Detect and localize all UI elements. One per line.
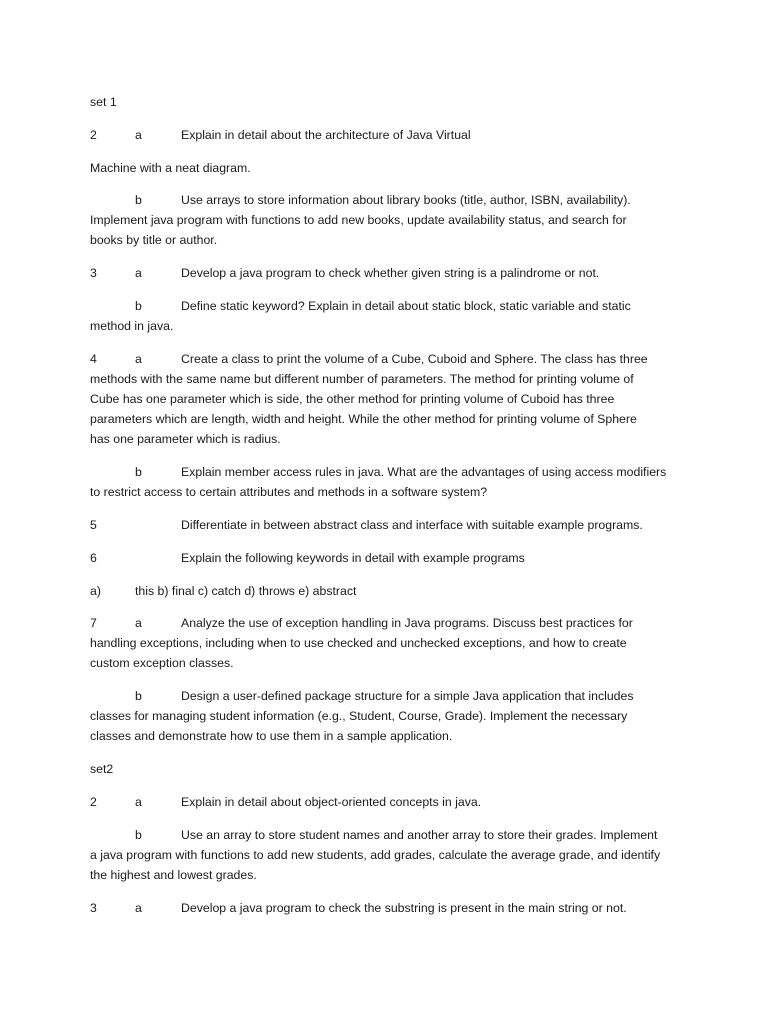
q7b-text-line2: classes for managing student information (e.g., Student, Course, Grade). Implement the necessary <box>90 709 628 723</box>
q3b-text-line2: method in java. <box>90 319 174 333</box>
q2b-text-line3: books by title or author. <box>90 233 218 247</box>
q4b-text-line2: to restrict access to certain attributes and methods in a software system? <box>90 485 488 499</box>
q4a-text-line5: has one parameter which is radius. <box>90 432 281 446</box>
set2-q2b-text-line3: the highest and lowest grades. <box>90 868 257 882</box>
q4a-text-line4: parameters which are length, width and height. While the other method for printing volume of Sphere <box>90 412 637 426</box>
q2a-letter: a <box>135 128 142 142</box>
q7b-letter: b <box>135 689 142 703</box>
q5-text-line1: Differentiate in between abstract class and interface with suitable example programs. <box>181 518 643 532</box>
q2a-text-line2: Machine with a neat diagram. <box>90 161 251 175</box>
q2b-text-line1: Use arrays to store information about library books (title, author, ISBN, availability). <box>181 193 631 207</box>
set2-q2b-letter: b <box>135 828 142 842</box>
q4a-text-line3: Cube has one parameter which is side, the other method for printing volume of Cuboid has three <box>90 392 615 406</box>
q7-number: 7 <box>90 616 97 630</box>
q2a-text-line1: Explain in detail about the architecture of Java Virtual <box>181 128 471 142</box>
q4a-text-line2: methods with the same name but different number of parameters. The method for printing volume of <box>90 372 634 386</box>
q6-option-a-label: a) <box>90 584 101 598</box>
q7a-text-line3: custom exception classes. <box>90 656 234 670</box>
q2-number: 2 <box>90 128 97 142</box>
q3a-letter: a <box>135 266 142 280</box>
q6-options-list: this b) final c) catch d) throws e) abstract <box>135 584 357 598</box>
q3-number: 3 <box>90 266 97 280</box>
set2-q3a-text-line1: Develop a java program to check the substring is present in the main string or not. <box>181 901 627 915</box>
q3b-text-line1: Define static keyword? Explain in detail about static block, static variable and static <box>181 299 631 313</box>
set2-q3a-letter: a <box>135 901 142 915</box>
q4-number: 4 <box>90 352 97 366</box>
q7a-text-line1: Analyze the use of exception handling in Java programs. Discuss best practices for <box>181 616 633 630</box>
set2-q2b-text-line1: Use an array to store student names and another array to store their grades. Implement <box>181 828 658 842</box>
q7b-text-line1: Design a user-defined package structure for a simple Java application that includes <box>181 689 634 703</box>
set2-heading: set2 <box>90 762 114 776</box>
q4b-letter: b <box>135 465 142 479</box>
q7a-letter: a <box>135 616 142 630</box>
set2-q2a-letter: a <box>135 795 142 809</box>
q6-text-line1: Explain the following keywords in detail with example programs <box>181 551 525 565</box>
set2-q2a-text-line1: Explain in detail about object-oriented concepts in java. <box>181 795 482 809</box>
set2-q2b-text-line2: a java program with functions to add new students, add grades, calculate the average grade, and identify <box>90 848 661 862</box>
q6-number: 6 <box>90 551 97 565</box>
q7a-text-line2: handling exceptions, including when to use checked and unchecked exceptions, and how to create <box>90 636 627 650</box>
q2b-letter: b <box>135 193 142 207</box>
q2b-text-line2: Implement java program with functions to add new books, update availability status, and search for <box>90 213 627 227</box>
set2-q3-number: 3 <box>90 901 97 915</box>
q3b-letter: b <box>135 299 142 313</box>
set1-heading: set 1 <box>90 95 117 109</box>
q4b-text-line1: Explain member access rules in java. What are the advantages of using access modifiers <box>181 465 667 479</box>
set2-q2-number: 2 <box>90 795 97 809</box>
q7b-text-line3: classes and demonstrate how to use them in a sample application. <box>90 729 453 743</box>
q3a-text-line1: Develop a java program to check whether given string is a palindrome or not. <box>181 266 600 280</box>
q4a-text-line1: Create a class to print the volume of a Cube, Cuboid and Sphere. The class has three <box>181 352 648 366</box>
q5-number: 5 <box>90 518 97 532</box>
q4a-letter: a <box>135 352 142 366</box>
